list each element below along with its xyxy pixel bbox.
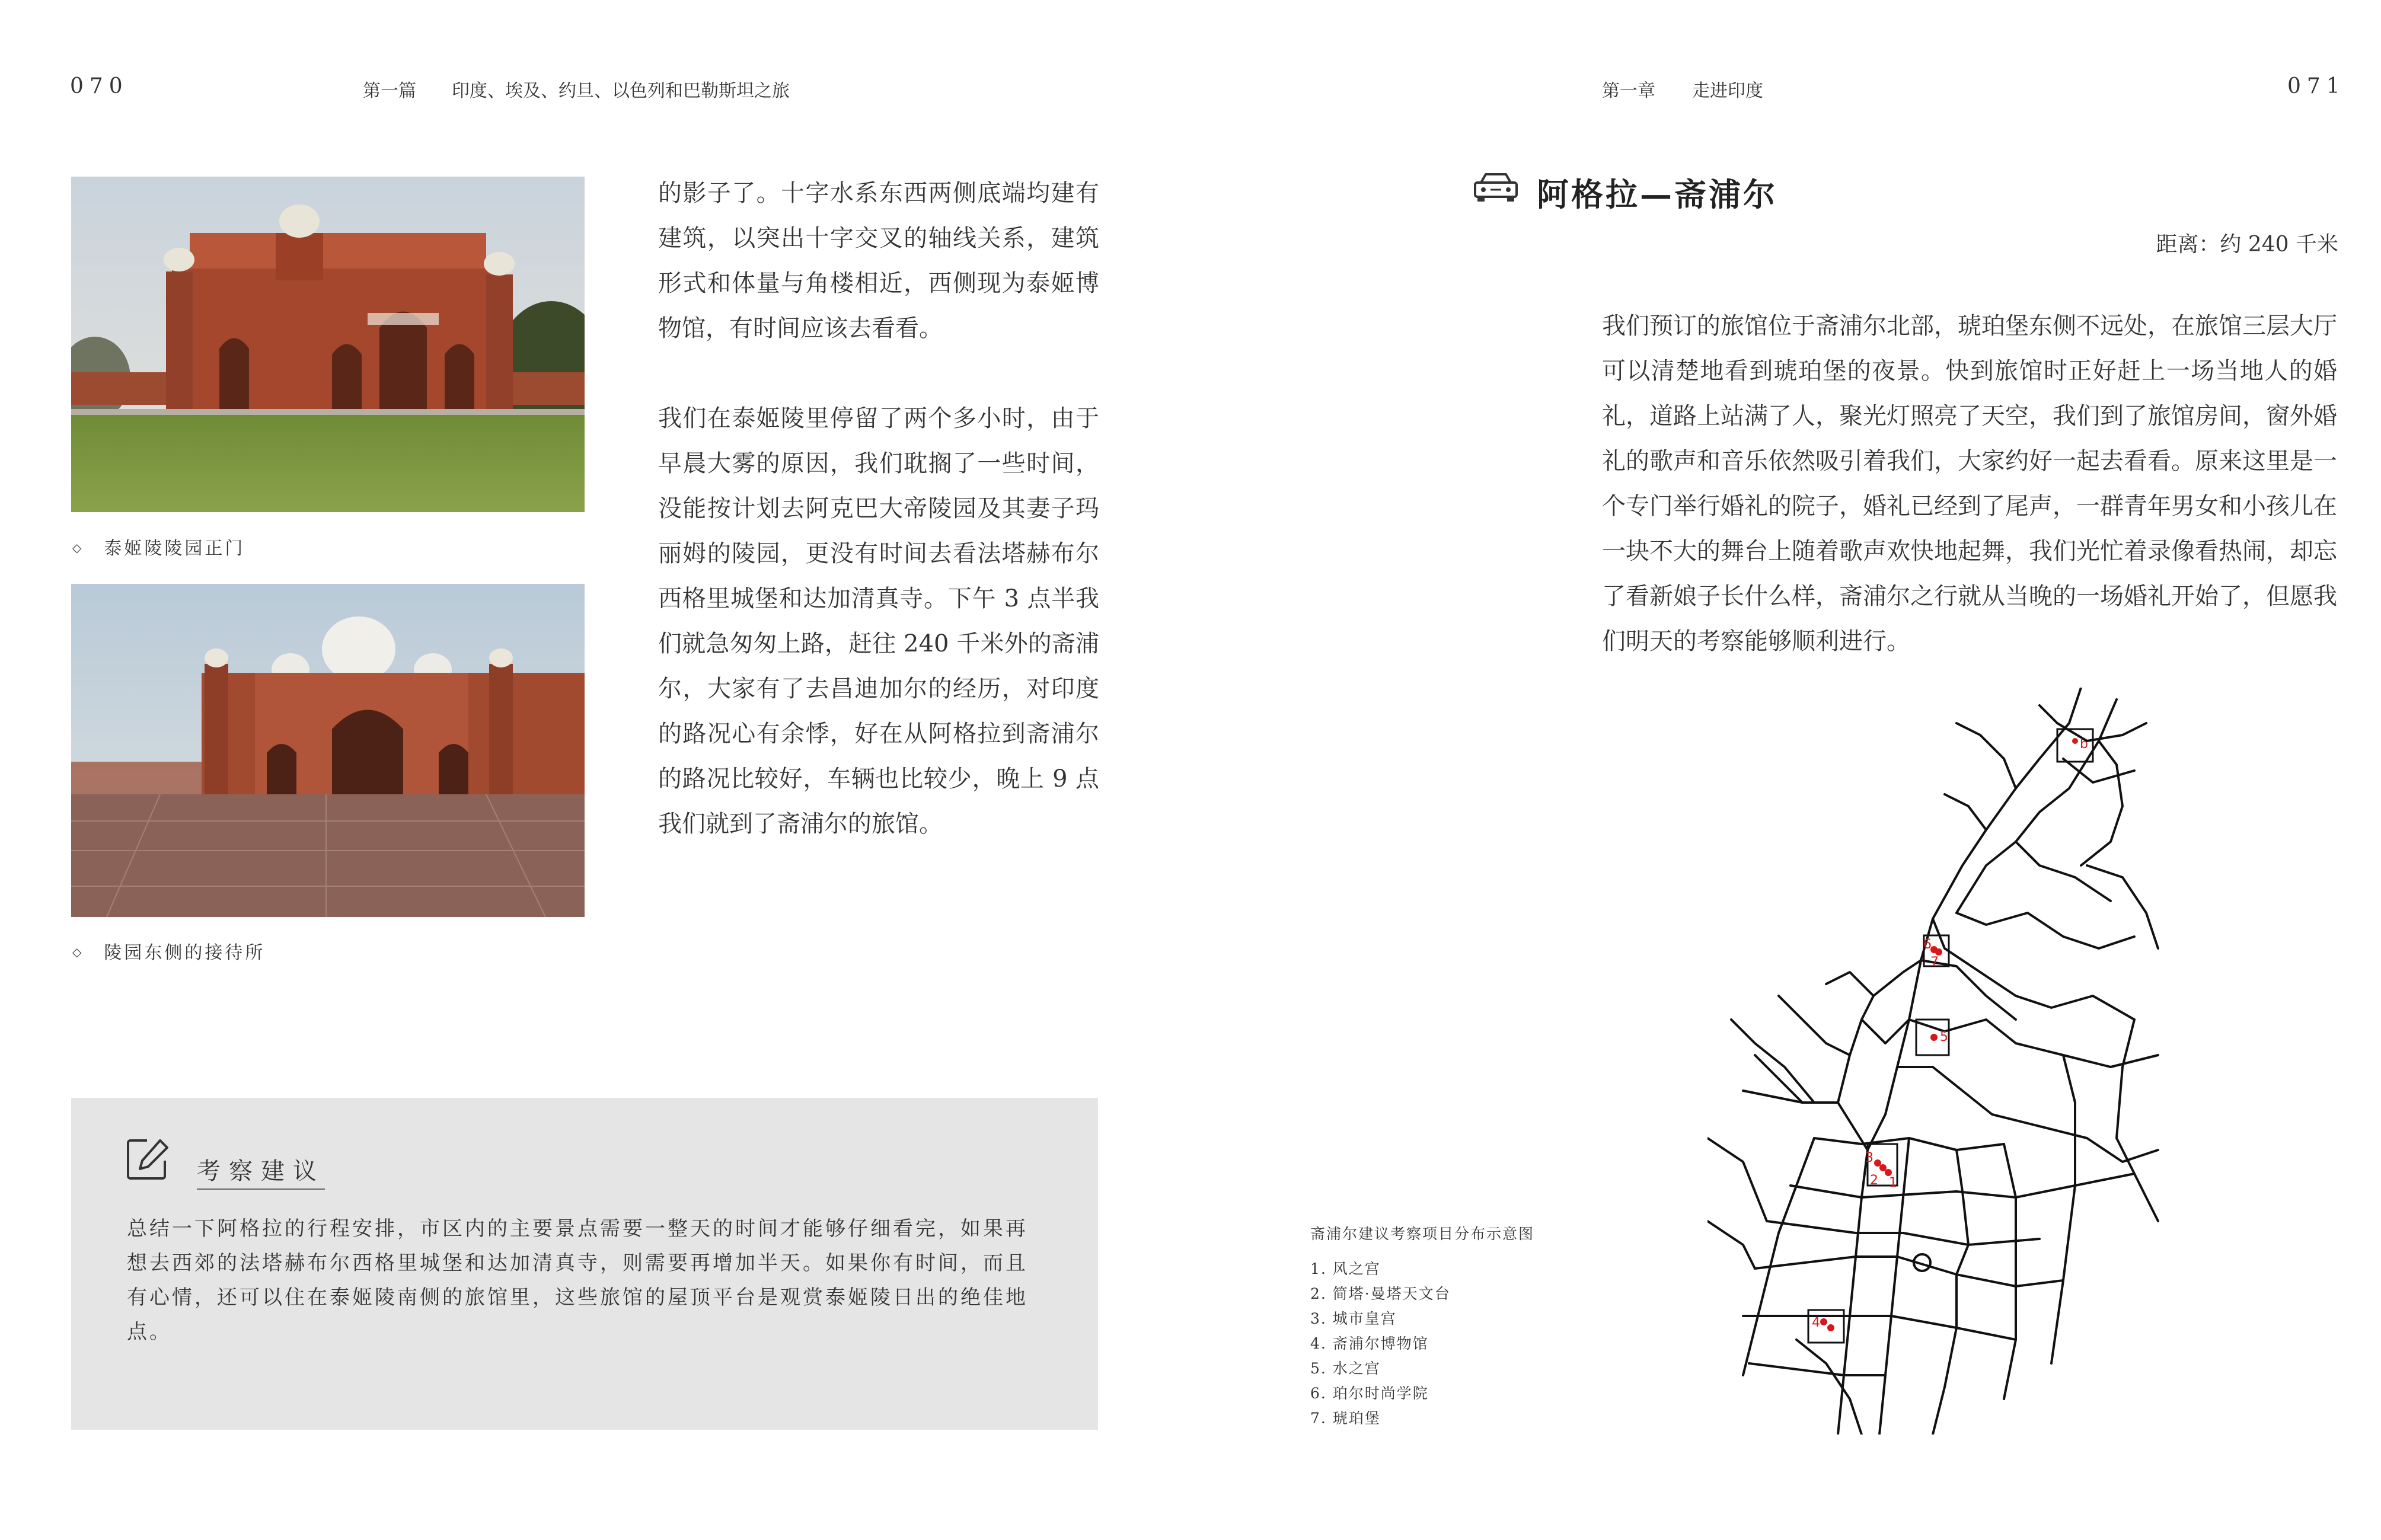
caption-text-1: 泰姬陵陵园正门 [104, 538, 245, 559]
map-marker-4: 4 [1812, 1315, 1820, 1330]
legend-item: 4. 斋浦尔博物馆 [1310, 1335, 1429, 1352]
body-text-right [1602, 303, 2337, 664]
map-marker-2: 2 [1870, 1173, 1878, 1188]
paragraph: 我们预订的旅馆位于斋浦尔北部，琥珀堡东侧不远处，在旅馆三层大厅可以清楚地看到琥珀堡的夜景。快到旅馆时正好赶上一场当地人的婚礼，道路上站满了人，聚光灯照亮了天空，我们到了旅馆房间，窗外婚礼的歌声和音乐依然吸引着我们，大家约好一起去看看。原来这里是一个专门举行婚礼的院子，婚礼已经到了尾声，一群青年男女和小孩儿在一块不大的舞台上随着歌声欢快地起舞，我们光忙着录像看热闹，却忘了看新娘子长什么样，斋浦尔之行就从当晚的一场婚礼开始了，但愿我们明天的考察能够顺利进行。 [1602, 312, 2337, 655]
running-head-title-left: 印度、埃及、约旦、以色列和巴勒斯坦之旅 [452, 81, 790, 101]
photo-caption-2 [72, 938, 265, 964]
car-icon [1473, 171, 1519, 204]
map-marker-5: 5 [1940, 1030, 1948, 1044]
photo-caption-1 [72, 533, 245, 560]
legend-item: 7. 琥珀堡 [1310, 1410, 1381, 1427]
diamond-bullet-icon: ◇ [72, 945, 84, 959]
running-head-chapter: 第一章 [1602, 81, 1655, 101]
jaipur-road-map [1707, 688, 2170, 1434]
page-number-left: 070 [70, 74, 129, 98]
photo-guesthouse [71, 584, 585, 917]
distance-label: 距离：约 240 千米 [2156, 232, 2338, 257]
tips-title: 考察建议 [197, 1152, 325, 1190]
legend-item: 1. 风之宫 [1310, 1260, 1381, 1277]
map-marker-7: 7 [1930, 955, 1939, 970]
tips-body: 总结一下阿格拉的行程安排，市区内的主要景点需要一整天的时间才能够仔细看完，如果再想去西郊的法塔赫布尔西格里城堡和达加清真寺，则需要再增加半天。如果你有时间，而且有心情，还可以住在泰姬陵南侧的旅馆里，这些旅馆的屋顶平台是观赏泰姬陵日出的绝佳地点。 [127, 1217, 1028, 1344]
running-head-title-right: 走进印度 [1692, 81, 1763, 101]
diamond-bullet-icon: ◇ [72, 541, 84, 555]
page-number-right: 071 [2287, 74, 2346, 98]
section-title: 阿格拉—斋浦尔 [1537, 175, 1777, 213]
map-marker-1: 1 [1889, 1175, 1897, 1190]
paragraph: 我们在泰姬陵里停留了两个多小时，由于早晨大雾的原因，我们耽搁了一些时间，没能按计划去阿克巴大帝陵园及其妻子玛丽姆的陵园，更没有时间去看法塔赫布尔西格里城堡和达加清真寺。下午 3 点半我们就急匆匆上路，赶往 240 千米外的斋浦尔，大家有了去昌迪加尔的经历，对印度的路况心有余悸，好在从阿格拉到斋浦尔的路况比较好，车辆也比较少，晚上 9 点我们就到了斋浦尔的旅馆。 [658, 405, 1099, 838]
body-text-left [658, 171, 1099, 846]
caption-text-2: 陵园东侧的接待所 [104, 942, 266, 963]
map-marker-3: 3 [1865, 1151, 1873, 1165]
legend-item: 6. 珀尔时尚学院 [1310, 1385, 1429, 1402]
legend-item: 3. 城市皇宫 [1310, 1310, 1397, 1327]
tips-box [71, 1098, 1098, 1430]
photo-taj-gate [71, 177, 585, 512]
legend-item: 5. 水之宫 [1310, 1360, 1381, 1377]
map-marker-b: b [2080, 737, 2088, 752]
legend-item: 2. 简塔·曼塔天文台 [1310, 1285, 1451, 1302]
running-head-part: 第一篇 [363, 81, 416, 101]
map-title: 斋浦尔建议考察项目分布示意图 [1310, 1225, 1535, 1242]
map-marker-6: 6 [1923, 937, 1932, 952]
map-legend [1310, 1257, 1451, 1431]
paragraph: 的影子了。十字水系东西两侧底端均建有建筑，以突出十字交叉的轴线关系，建筑形式和体量与角楼相近，西侧现为泰姬博物馆，有时间应该去看看。 [658, 180, 1099, 342]
edit-icon [126, 1137, 171, 1182]
